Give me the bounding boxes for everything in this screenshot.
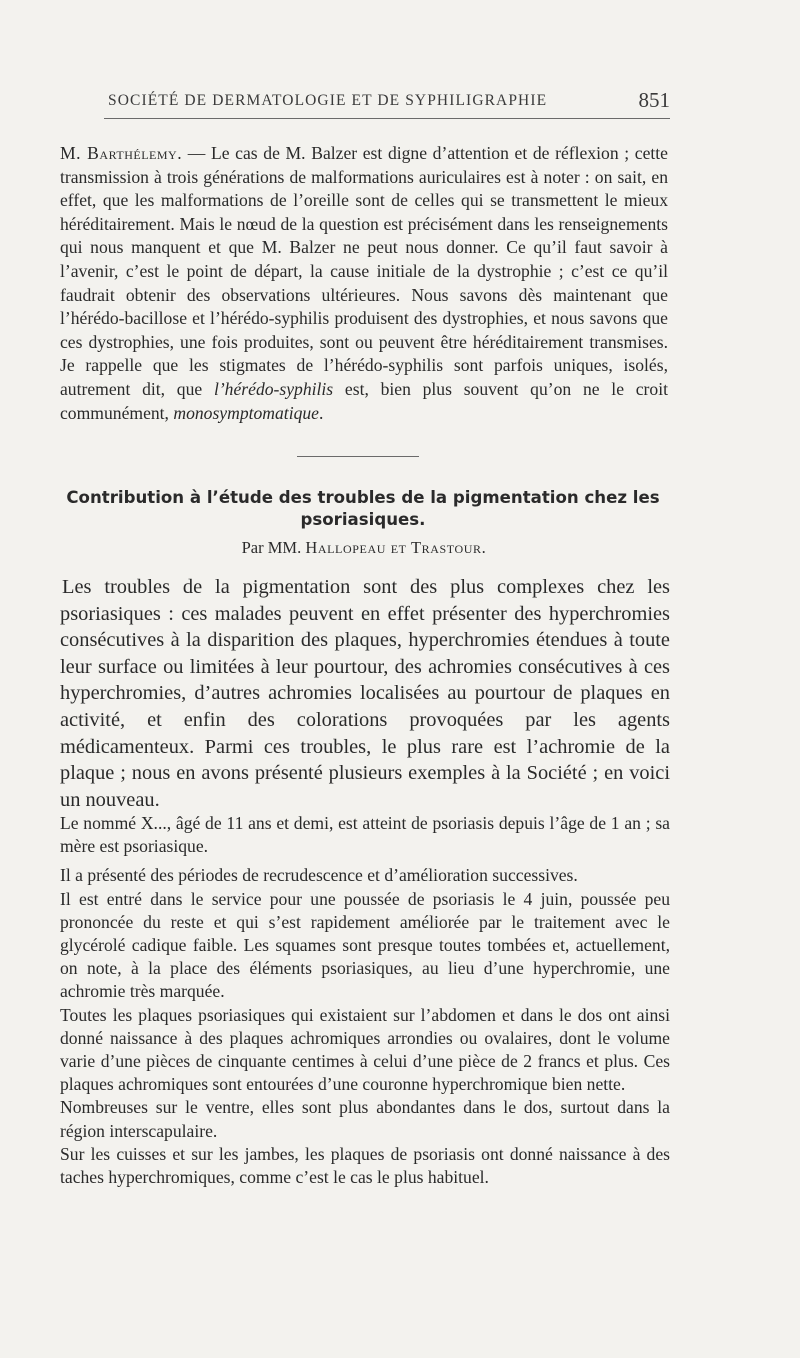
discussion-text-2: est, bien plus souvent qu’on ne le croit communément, bbox=[60, 378, 668, 423]
article-authors bbox=[60, 538, 668, 558]
section-divider bbox=[297, 456, 419, 457]
discussion-text-3: . bbox=[318, 402, 324, 423]
running-title: SOCIÉTÉ DE DERMATOLOGIE ET DE SYPHILIGRAPHIE bbox=[108, 92, 548, 109]
running-head bbox=[104, 88, 670, 119]
discussion-italic-2: monosymptomatique bbox=[173, 402, 319, 423]
observation-paragraph: Sur les cuisses et sur les jambes, les plaques de psoriasis ont donné naissance à des taches hyperchromiques, comme c’est le cas le plus habituel. bbox=[60, 1143, 670, 1188]
discussion-paragraph bbox=[60, 142, 668, 425]
page-number: 851 bbox=[638, 88, 670, 112]
speaker-name: M. Barthélemy. bbox=[60, 143, 183, 163]
discussion-text-1: — Le cas de M. Balzer est digne d’attention et de réflexion ; cette transmission à trois générations de malformations auriculaires est à noter : on sait, en effet, que les malformations de l’oreille sont de celles qui se transmettent le mieux héréditairement. Mais le nœud de la question est précisément dans les renseignements qui nous manquent et que M. Balzer ne peut nous donner. Ce qu’il faut savoir à l’avenir, c’est le point de départ, la cause initiale de la dystrophie ; c’est ce qu’il faudrait obtenir des observations ultérieures. Nous savons dès maintenant que l’hérédo-bacillose et l’hérédo-syphilis produisent des dystrophies, et nous savons que ces dystrophies, une fois produites, sont ou peuvent être héréditairement transmises. Je rappelle que les stigmates de l’hérédo-syphilis sont parfois uniques, isolés, autrement dit, que bbox=[60, 143, 668, 399]
article-title: Contribution à l’étude des troubles de la pigmentation chez les psoriasiques. bbox=[66, 488, 660, 529]
authors-prefix: Par MM. bbox=[241, 538, 306, 557]
discussion-italic-1: l’hérédo-syphilis bbox=[213, 378, 334, 399]
observation bbox=[60, 812, 670, 1189]
observation-paragraph: Il a présenté des périodes de recrudescence et d’amélioration successives. bbox=[60, 865, 578, 886]
observation-paragraph: Le nommé X..., âgé de 11 ans et demi, est atteint de psoriasis depuis l’âge de 1 an ; sa mère est psoriasique. bbox=[60, 813, 670, 857]
observation-paragraph: Nombreuses sur le ventre, elles sont plus abondantes dans le dos, surtout dans la région interscapulaire. bbox=[60, 1097, 670, 1141]
authors-names: Hallopeau et Trastour. bbox=[305, 538, 487, 557]
observation-paragraph: Toutes les plaques psoriasiques qui existaient sur l’abdomen et dans le dos ont ainsi donné naissance à des plaques achromiques arrondies ou ovalaires, dont le volume varie d’une pièces de cinquante centimes à celui d’une pièce de 2 francs et plus. Ces plaques achromiques sont entourées d’une couronne hyperchromique bien nette. bbox=[60, 1004, 670, 1095]
article-intro: Les troubles de la pigmentation sont des plus complexes chez les psoriasiques : ces malades peuvent en effet présenter des hyperchromies consécutives à la disparition des plaques, hyperchromies étendues à toute leur surface ou limitées à leur pourtour, des achromies consécutives à ces hyperchromies, d’autres achromies localisées au pourtour de plaques en activité, et enfin des colorations provoquées par les agents médicamenteux. Parmi ces troubles, le plus rare est l’achromie de la plaque ; nous en avons présenté plusieurs exemples à la Société ; en voici un nouveau. bbox=[60, 576, 670, 811]
observation-paragraph: Il est entré dans le service pour une poussée de psoriasis le 4 juin, poussée peu prononcée du reste et qui s’est rapidement améliorée par le traitement avec le glycérolé cadique faible. Les squames sont presque toutes tombées et, actuellement, on note, à la place des éléments psoriasiques, au lieu d’une hyperchromie, une achromie très marquée. bbox=[60, 888, 670, 1002]
